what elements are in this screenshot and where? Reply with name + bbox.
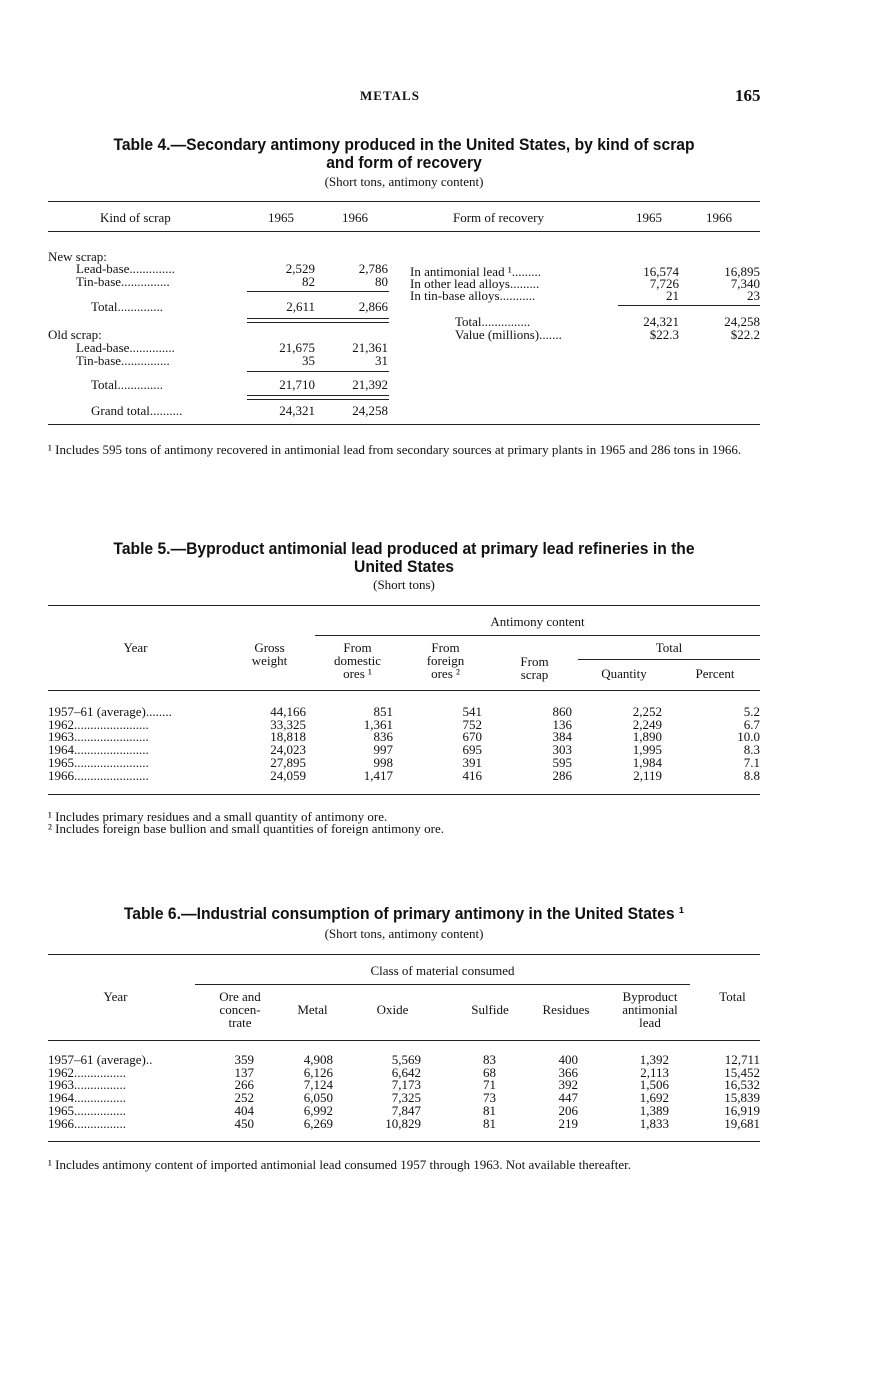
t6-col-total (690, 1054, 760, 1130)
t4-form-value: Value (millions)....... (455, 327, 562, 342)
t6-year-cell: 1957–61 (average).. (48, 1052, 153, 1067)
t4-old-total-1965: 21,710 (279, 377, 315, 392)
t5-year-cell: 1965....................... (48, 754, 149, 770)
t6-residues-cell: 206 (558, 1102, 578, 1118)
t6-year-cell: 1965................ (48, 1102, 126, 1118)
t6-year-cell: 1963................ (48, 1077, 126, 1093)
table6-top-rule (48, 954, 760, 955)
table5-header-rule (48, 690, 760, 691)
t4-header-1966: 1966 (342, 210, 368, 225)
t6-sulfide-cell: 68 (483, 1064, 496, 1080)
t6-sulfide-cell: 73 (483, 1090, 496, 1106)
t6-byproduct-cell: 2,113 (640, 1064, 669, 1080)
t5-quantity-cell: 1,984 (632, 754, 662, 770)
t5-header-foreign: From (431, 640, 460, 655)
t6-header-ore: Ore and (219, 989, 261, 1004)
t5-year-cell: 1964....................... (48, 742, 149, 758)
t5-domestic-cell: 851 (373, 704, 393, 719)
t5-header-scrap-2: scrap (520, 667, 549, 682)
t4-header2-1966: 1966 (706, 210, 732, 225)
t4-new-total-1966: 2,866 (358, 299, 388, 314)
page-number: 165 (735, 86, 761, 105)
t6-total-cell: 16,919 (724, 1102, 760, 1118)
table4-title: Table 4.—Secondary antimony produced in the United States, by kind of scrap (113, 135, 695, 154)
t5-year-cell: 1966....................... (48, 767, 149, 783)
t6-ore-cell: 404 (234, 1102, 254, 1118)
t4-new-lead-1966: 2,786 (358, 261, 388, 276)
t4-old-total: Total.............. (91, 377, 164, 392)
t6-col-metal (272, 1054, 333, 1130)
t6-header-ore-2: concen- (219, 1002, 261, 1017)
t5-header-year: Year (123, 640, 148, 655)
t4-form-tin-base-1965: 21 (666, 288, 679, 303)
table4-bottom-rule (48, 424, 760, 425)
t6-ore-cell: 252 (234, 1090, 254, 1106)
t5-domestic-cell: 1,361 (363, 716, 393, 732)
t4-form-total-1966: 24,258 (724, 314, 760, 329)
t6-header-ore-3: trate (228, 1015, 252, 1030)
t5-gross-cell: 18,818 (270, 729, 306, 745)
t4-form-antimonial-lead-1965: 16,574 (643, 264, 679, 279)
t5-scrap-cell: 384 (552, 729, 572, 745)
t6-byproduct-cell: 1,833 (639, 1115, 669, 1131)
t6-header-class: Class of material consumed (370, 963, 515, 978)
t4-form-total: Total............... (455, 314, 531, 329)
t5-col-gross (236, 706, 306, 782)
t4-old-lead: Lead-base.............. (76, 340, 175, 355)
t5-percent-cell: 10.0 (737, 729, 760, 745)
t6-year-cell: 1964................ (48, 1090, 126, 1106)
t4-footnote: ¹ Includes 595 tons of antimony recovered in antimonial lead from secondary sources at primary plants in 1965 and 286 tons in 1966. (48, 442, 742, 457)
t6-metal-cell: 7,124 (303, 1077, 333, 1093)
t5-percent-cell: 6.7 (743, 716, 760, 732)
t5-foreign-cell: 416 (462, 767, 482, 783)
t4-grand-total: Grand total.......... (91, 403, 183, 418)
t4-form-antimonial-lead: In antimonial lead ¹......... (410, 264, 541, 279)
t5-domestic-cell: 998 (373, 754, 393, 770)
t6-sulfide-cell: 71 (483, 1077, 496, 1093)
t4-header-1965: 1965 (268, 210, 294, 225)
table4-subtitle: (Short tons, antimony content) (324, 174, 484, 189)
t6-col-byproduct (610, 1054, 669, 1130)
t4-old-lead-1965: 21,675 (279, 340, 315, 355)
t4-new-tin-1965: 82 (302, 274, 315, 289)
t4-new-lead: Lead-base.............. (76, 261, 175, 276)
t6-year-cell: 1962................ (48, 1064, 126, 1080)
t4-header-form: Form of recovery (453, 210, 544, 225)
t6-metal-cell: 6,992 (303, 1102, 333, 1118)
t5-scrap-cell: 136 (552, 716, 572, 732)
t6-header-year: Year (103, 989, 128, 1004)
t5-gross-cell: 33,325 (270, 716, 306, 732)
t6-col-sulfide (450, 1054, 496, 1130)
t6-metal-cell: 4,908 (303, 1052, 333, 1067)
t4-rule-new-sub (247, 291, 389, 292)
t6-oxide-cell: 10,829 (385, 1115, 421, 1131)
t6-total-cell: 12,711 (724, 1052, 760, 1067)
t6-ore-cell: 137 (234, 1064, 254, 1080)
table6-title: Table 6.—Industrial consumption of primary antimony in the United States ¹ (123, 904, 685, 923)
t4-form-other-lead-1965: 7,726 (649, 276, 679, 291)
t6-col-residues (525, 1054, 578, 1130)
t4-form-value-1966: $22.2 (730, 327, 760, 342)
t6-byproduct-cell: 1,392 (639, 1052, 669, 1067)
table4-top-rule (48, 201, 760, 202)
t5-year-cell: 1962....................... (48, 716, 149, 732)
t4-form-tin-base: In tin-base alloys........... (410, 288, 536, 303)
t5-percent-cell: 8.3 (743, 742, 760, 758)
t5-header-foreign-2: foreign (426, 653, 465, 668)
t4-double-rule-old (247, 395, 389, 400)
t5-footnote-2: ² Includes foreign base bullion and small quantities of foreign antimony ore. (48, 821, 444, 836)
t6-metal-cell: 6,126 (303, 1064, 333, 1080)
t4-header2-1965: 1965 (636, 210, 662, 225)
t6-sulfide-cell: 81 (483, 1102, 496, 1118)
t6-header-byproduct-2: antimonial (622, 1002, 678, 1017)
t5-gross-cell: 24,059 (270, 767, 306, 783)
t5-col-quantity (585, 706, 662, 782)
t5-quantity-cell: 1,890 (632, 729, 662, 745)
t6-oxide-cell: 6,642 (391, 1064, 421, 1080)
table4-title-line2: and form of recovery (326, 153, 482, 172)
t5-header-domestic: From (343, 640, 372, 655)
t5-quantity-cell: 2,252 (632, 704, 662, 719)
t6-total-cell: 19,681 (724, 1115, 760, 1131)
t5-col-domestic (320, 706, 393, 782)
table6-header-rule (48, 1040, 760, 1041)
t6-byproduct-cell: 1,389 (639, 1102, 669, 1118)
t5-footnote-1: ¹ Includes primary residues and a small quantity of antimony ore. (48, 809, 388, 824)
t6-metal-cell: 6,269 (303, 1115, 333, 1131)
t5-gross-cell: 24,023 (270, 742, 306, 758)
t5-quantity-cell: 2,119 (633, 767, 662, 783)
t6-residues-cell: 447 (558, 1090, 578, 1106)
t6-total-cell: 16,532 (724, 1077, 760, 1093)
t6-metal-cell: 6,050 (303, 1090, 333, 1106)
t6-residues-cell: 366 (558, 1064, 578, 1080)
t6-sulfide-cell: 81 (483, 1115, 496, 1131)
t5-header-gross-2: weight (251, 653, 288, 668)
t5-quantity-cell: 2,249 (632, 716, 662, 732)
t5-year-cell: 1957–61 (average)........ (48, 704, 172, 719)
t6-header-oxide: Oxide (376, 1002, 409, 1017)
t5-header-domestic-2: domestic (334, 653, 381, 668)
t4-form-other-lead: In other lead alloys......... (410, 276, 540, 291)
t4-new-total: Total.............. (91, 299, 164, 314)
t4-form-other-lead-1966: 7,340 (730, 276, 760, 291)
t6-oxide-cell: 5,569 (391, 1052, 421, 1067)
t5-quantity-cell: 1,995 (632, 742, 662, 758)
t6-header-residues: Residues (542, 1002, 590, 1017)
t6-footnote: ¹ Includes antimony content of imported antimonial lead consumed 1957 through 1963. Not available thereafter. (48, 1157, 631, 1172)
t5-scrap-cell: 303 (552, 742, 572, 758)
table4-header-rule (48, 231, 760, 232)
table5-title: Table 5.—Byproduct antimonial lead produced at primary lead refineries in the (113, 539, 695, 558)
t5-foreign-cell: 752 (462, 716, 482, 732)
t6-total-cell: 15,452 (724, 1064, 760, 1080)
t5-col-foreign (410, 706, 482, 782)
table5-bottom-rule (48, 794, 760, 795)
t5-col-scrap (500, 706, 572, 782)
t5-percent-cell: 5.2 (743, 704, 760, 719)
t4-new-lead-1965: 2,529 (285, 261, 315, 276)
t4-grand-total-1965: 24,321 (279, 403, 315, 418)
t4-form-total-1965: 24,321 (643, 314, 679, 329)
t5-scrap-cell: 860 (552, 704, 572, 719)
t6-year-cell: 1966................ (48, 1115, 126, 1131)
t4-header-kind: Kind of scrap (100, 210, 171, 225)
t5-rule-antimony (315, 635, 760, 636)
t6-byproduct-cell: 1,506 (639, 1077, 669, 1093)
t5-domestic-cell: 836 (373, 729, 393, 745)
t6-residues-cell: 219 (558, 1115, 578, 1131)
t6-rule-class (195, 984, 690, 985)
t4-rule-form-sub (618, 305, 760, 306)
t6-ore-cell: 359 (234, 1052, 254, 1067)
table6-subtitle: (Short tons, antimony content) (324, 926, 484, 941)
t6-header-byproduct: Byproduct (622, 989, 678, 1004)
t4-old-lead-1966: 21,361 (352, 340, 388, 355)
t6-header-metal: Metal (297, 1002, 328, 1017)
t4-double-rule-new (247, 318, 389, 323)
t5-col-year (48, 706, 172, 782)
t4-new-tin: Tin-base............... (76, 274, 170, 289)
t5-gross-cell: 44,166 (270, 704, 306, 719)
t5-header-quantity: Quantity (601, 666, 647, 681)
t5-header-percent: Percent (695, 666, 735, 681)
t6-header-byproduct-3: lead (639, 1015, 661, 1030)
t5-year-cell: 1963....................... (48, 729, 149, 745)
t5-foreign-cell: 391 (462, 754, 482, 770)
t6-header-sulfide: Sulfide (471, 1002, 509, 1017)
t6-col-ore (200, 1054, 254, 1130)
t5-domestic-cell: 997 (373, 742, 393, 758)
t6-oxide-cell: 7,173 (391, 1077, 421, 1093)
t5-header-domestic-3: ores ¹ (343, 666, 372, 681)
t4-grand-total-1966: 24,258 (352, 403, 388, 418)
t5-foreign-cell: 670 (462, 729, 482, 745)
t4-form-value-1965: $22.3 (649, 327, 679, 342)
t6-col-oxide (350, 1054, 421, 1130)
running-head-title: METALS (360, 88, 420, 103)
t4-new-total-1965: 2,611 (286, 299, 315, 314)
t4-old-scrap: Old scrap: (48, 327, 102, 342)
t5-header-foreign-3: ores ² (431, 666, 460, 681)
t5-domestic-cell: 1,417 (363, 767, 393, 783)
t4-old-total-1966: 21,392 (352, 377, 388, 392)
t6-col-year (48, 1054, 152, 1130)
t5-percent-cell: 7.1 (743, 754, 760, 770)
t4-form-antimonial-lead-1966: 16,895 (724, 264, 760, 279)
t5-header-antimony: Antimony content (490, 614, 585, 629)
t4-old-tin: Tin-base............... (76, 353, 170, 368)
t5-foreign-cell: 541 (462, 704, 482, 719)
t5-header-scrap: From (520, 654, 549, 669)
t6-sulfide-cell: 83 (483, 1052, 496, 1067)
t5-header-gross: Gross (254, 640, 285, 655)
table5-subtitle: (Short tons) (373, 577, 435, 592)
t5-foreign-cell: 695 (462, 742, 482, 758)
table5-title-line2: United States (354, 557, 454, 576)
table5-top-rule (48, 605, 760, 606)
t5-scrap-cell: 595 (552, 754, 572, 770)
t6-header-total: Total (719, 989, 746, 1004)
t5-percent-cell: 8.8 (743, 767, 760, 783)
t6-oxide-cell: 7,325 (391, 1090, 421, 1106)
table6-bottom-rule (48, 1141, 760, 1142)
t6-ore-cell: 450 (234, 1115, 254, 1131)
t5-scrap-cell: 286 (552, 767, 572, 783)
t6-total-cell: 15,839 (724, 1090, 760, 1106)
t5-rule-total (578, 659, 760, 660)
t4-old-tin-1965: 35 (302, 353, 315, 368)
t5-header-total: Total (655, 640, 683, 655)
t6-ore-cell: 266 (234, 1077, 254, 1093)
t6-byproduct-cell: 1,692 (639, 1090, 669, 1106)
t4-form-tin-base-1966: 23 (747, 288, 760, 303)
t4-new-scrap: New scrap: (48, 249, 107, 264)
t6-residues-cell: 392 (558, 1077, 578, 1093)
t4-old-tin-1966: 31 (375, 353, 388, 368)
t6-oxide-cell: 7,847 (391, 1102, 421, 1118)
t5-col-percent (690, 706, 760, 782)
t4-new-tin-1966: 80 (375, 274, 388, 289)
t6-residues-cell: 400 (558, 1052, 578, 1067)
t5-gross-cell: 27,895 (270, 754, 306, 770)
t4-rule-old-sub (247, 371, 389, 372)
